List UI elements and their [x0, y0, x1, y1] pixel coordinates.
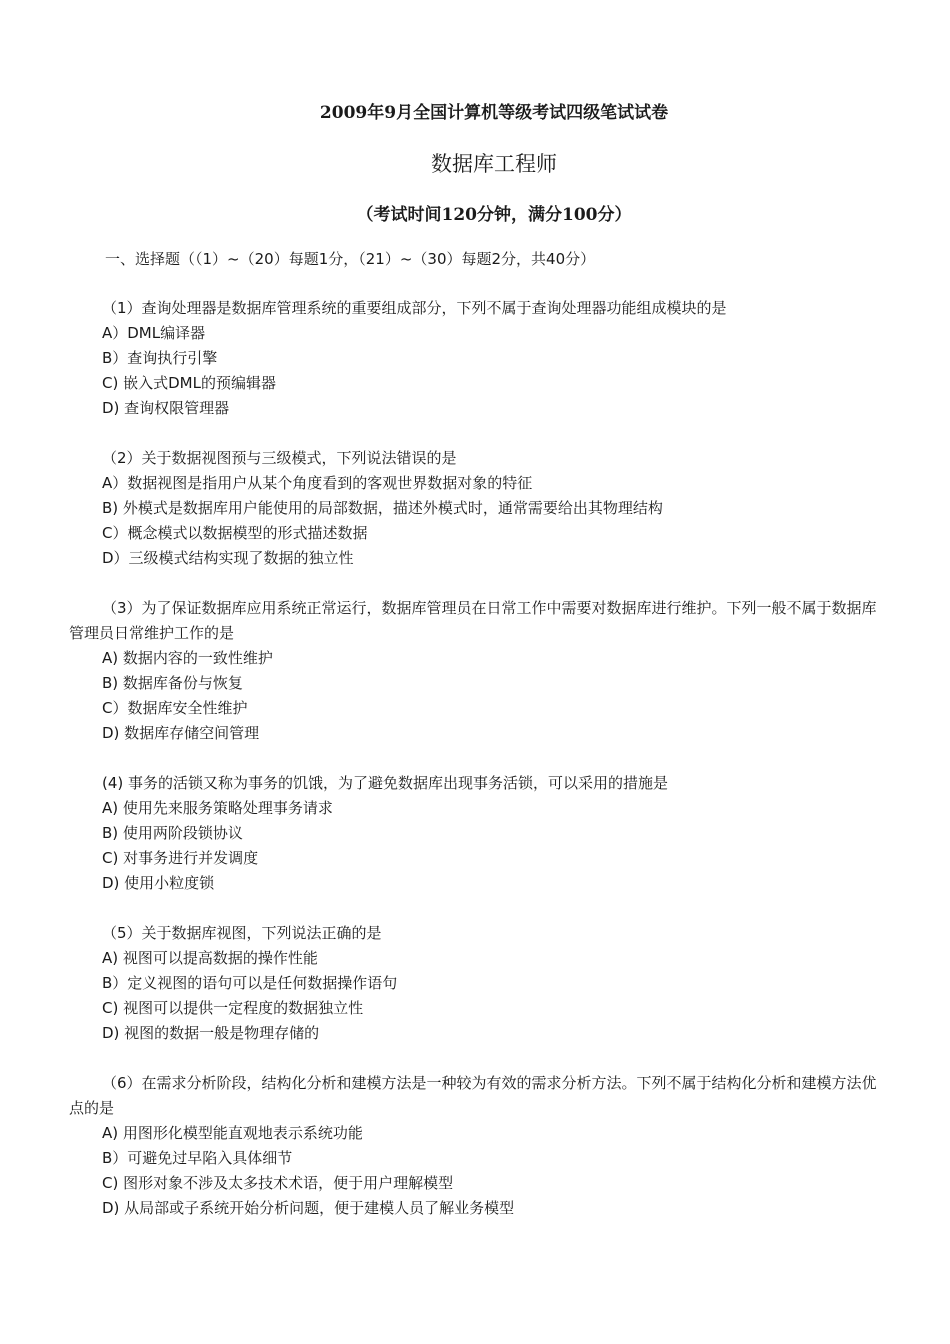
option-a: A）数据视图是指用户从某个角度看到的客观世界数据对象的特征 — [102, 474, 533, 492]
option-d: D) 从局部或子系统开始分析问题，便于建模人员了解业务模型 — [102, 1199, 515, 1217]
option-d: D) 查询权限管理器 — [102, 399, 230, 417]
exam-subtitle: 数据库工程师 — [431, 152, 557, 176]
option-a: A) 使用先来服务策略处理事务请求 — [102, 799, 333, 817]
question-stem: （6）在需求分析阶段，结构化分析和建模方法是一种较为有效的需求分析方法。下列不属于结构化分析和建模方法优点的是 — [69, 1074, 877, 1117]
option-c: C) 图形对象不涉及太多技术术语，便于用户理解模型 — [102, 1174, 454, 1192]
option-a: A) 视图可以提高数据的操作性能 — [102, 949, 318, 967]
question-5 — [69, 921, 881, 1046]
question-6 — [69, 1071, 881, 1221]
exam-info: （考试时间120分钟，满分100分） — [356, 205, 632, 225]
question-stem: （5）关于数据库视图，下列说法正确的是 — [102, 924, 382, 942]
option-b: B) 外模式是数据库用户能使用的局部数据，描述外模式时，通常需要给出其物理结构 — [102, 499, 663, 517]
option-c: C）数据库安全性维护 — [102, 699, 248, 717]
option-d: D) 数据库存储空间管理 — [102, 724, 260, 742]
question-2 — [69, 446, 881, 571]
option-a: A）DML编译器 — [102, 324, 206, 342]
option-b: B）可避免过早陷入具体细节 — [102, 1149, 293, 1167]
option-b: B）查询执行引擎 — [102, 349, 218, 367]
question-3 — [69, 596, 881, 746]
option-d: D）三级模式结构实现了数据的独立性 — [102, 549, 354, 567]
option-a: A) 用图形化模型能直观地表示系统功能 — [102, 1124, 363, 1142]
option-d: D) 使用小粒度锁 — [102, 874, 215, 892]
section-heading: 一、选择题（（1）~（20）每题1分，（21）~（30）每题2分，共40分） — [105, 250, 596, 268]
question-list — [69, 296, 881, 1246]
option-d: D) 视图的数据一般是物理存储的 — [102, 1024, 320, 1042]
option-c: C) 嵌入式DML的预编辑器 — [102, 374, 276, 392]
exam-title: 2009年9月全国计算机等级考试四级笔试试卷 — [319, 103, 669, 123]
question-1 — [69, 296, 881, 421]
option-b: B) 数据库备份与恢复 — [102, 674, 243, 692]
question-stem: （1）查询处理器是数据库管理系统的重要组成部分，下列不属于查询处理器功能组成模块的是 — [102, 299, 727, 317]
option-b: B）定义视图的语句可以是任何数据操作语句 — [102, 974, 398, 992]
option-c: C) 视图可以提供一定程度的数据独立性 — [102, 999, 364, 1017]
option-c: C）概念模式以数据模型的形式描述数据 — [102, 524, 368, 542]
option-a: A) 数据内容的一致性维护 — [102, 649, 273, 667]
question-4 — [69, 771, 881, 896]
question-stem: (4) 事务的活锁又称为事务的饥饿，为了避免数据库出现事务活锁，可以采用的措施是 — [102, 774, 669, 792]
option-b: B) 使用两阶段锁协议 — [102, 824, 243, 842]
option-c: C) 对事务进行并发调度 — [102, 849, 259, 867]
question-stem: （2）关于数据视图预与三级模式，下列说法错误的是 — [102, 449, 457, 467]
question-stem: （3）为了保证数据库应用系统正常运行，数据库管理员在日常工作中需要对数据库进行维护。下列一般不属于数据库管理员日常维护工作的是 — [69, 599, 877, 642]
